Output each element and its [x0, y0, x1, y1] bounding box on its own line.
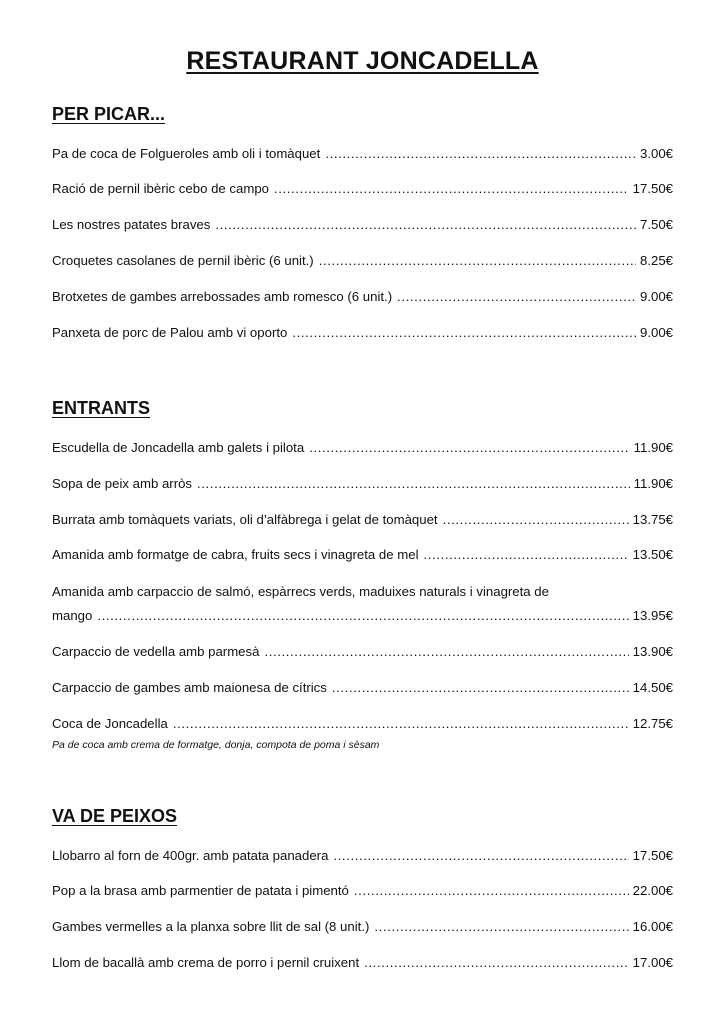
item-name: Burrata amb tomàquets variats, oli d’alfàbrega i gelat de tomàquet [52, 512, 438, 527]
menu-item [52, 325, 673, 340]
item-price: 3.00€ [639, 146, 673, 161]
dot-leader [364, 955, 629, 970]
item-price: 17.50€ [632, 181, 673, 196]
item-price: 16.00€ [632, 919, 673, 934]
item-description: Pa de coca amb crema de formatge, donja, compota de poma i sèsam [52, 739, 380, 751]
dot-leader [333, 848, 628, 863]
menu-item [52, 181, 673, 196]
menu-item [52, 476, 673, 491]
item-name: Ració de pernil ibèric cebo de campo [52, 181, 269, 196]
item-price: 17.50€ [632, 848, 673, 863]
dot-leader [424, 547, 629, 562]
item-name: Escudella de Joncadella amb galets i pilota [52, 440, 305, 455]
item-name: Croquetes casolanes de pernil ibèric (6 unit.) [52, 253, 314, 268]
dot-leader [264, 644, 628, 659]
item-name: Coca de Joncadella [52, 716, 168, 731]
dot-leader [332, 680, 629, 695]
item-name: Brotxetes de gambes arrebossades amb romesco (6 unit.) [52, 289, 393, 304]
page-title: RESTAURANT JONCADELLA [186, 47, 539, 75]
dot-leader [173, 716, 629, 731]
item-name: Carpaccio de vedella amb parmesà [52, 644, 260, 659]
item-price: 13.95€ [632, 608, 673, 623]
item-price: 9.00€ [639, 325, 673, 340]
section-title-entrants: ENTRANTS [52, 398, 150, 418]
section-title-per-picar: PER PICAR... [52, 104, 166, 124]
menu-item [52, 440, 673, 455]
item-price: 8.25€ [639, 253, 673, 268]
item-name: Llobarro al forn de 400gr. amb patata panadera [52, 848, 329, 863]
section-title-va-de-peixos: VA DE PEIXOS [52, 806, 178, 826]
item-name: Gambes vermelles a la planxa sobre llit de sal (8 unit.) [52, 919, 370, 934]
item-price: 22.00€ [632, 883, 673, 898]
dot-leader [274, 181, 629, 196]
menu-item [52, 608, 673, 623]
dot-leader [197, 476, 630, 491]
item-price: 11.90€ [633, 476, 673, 491]
item-price: 13.75€ [632, 512, 673, 527]
menu-item [52, 217, 673, 232]
menu-item [52, 883, 673, 898]
menu-item [52, 644, 673, 659]
item-name: Panxeta de porc de Palou amb vi oporto [52, 325, 288, 340]
menu-item [52, 547, 673, 562]
item-name: Amanida amb formatge de cabra, fruits secs i vinagreta de mel [52, 547, 419, 562]
dot-leader [325, 146, 636, 161]
dot-leader [354, 883, 629, 898]
item-price: 13.50€ [632, 547, 673, 562]
dot-leader [443, 512, 629, 527]
dot-leader [319, 253, 636, 268]
item-name: mango [52, 608, 93, 623]
item-name-line1: Amanida amb carpaccio de salmó, espàrrecs verds, maduixes naturals i vinagreta de [52, 584, 549, 599]
item-price: 14.50€ [632, 680, 673, 695]
item-price: 7.50€ [639, 217, 673, 232]
dot-leader [97, 608, 628, 623]
dot-leader [374, 919, 628, 934]
item-name: Pa de coca de Folgueroles amb oli i tomàquet [52, 146, 321, 161]
item-price: 13.90€ [632, 644, 673, 659]
item-price: 17.00€ [632, 955, 673, 970]
item-name: Llom de bacallà amb crema de porro i pernil cruixent [52, 955, 360, 970]
item-price: 11.90€ [633, 440, 673, 455]
menu-item [52, 512, 673, 527]
menu-item [52, 680, 673, 695]
menu-item [52, 146, 673, 161]
item-name: Pop a la brasa amb parmentier de patata i pimentó [52, 883, 349, 898]
dot-leader [397, 289, 636, 304]
item-name: Carpaccio de gambes amb maionesa de cítrics [52, 680, 327, 695]
dot-leader [215, 217, 636, 232]
item-name: Sopa de peix amb arròs [52, 476, 193, 491]
menu-item [52, 955, 673, 970]
menu-item [52, 848, 673, 863]
menu-item [52, 289, 673, 304]
item-price: 12.75€ [632, 716, 673, 731]
menu-item [52, 253, 673, 268]
menu-item [52, 919, 673, 934]
item-price: 9.00€ [639, 289, 673, 304]
dot-leader [309, 440, 629, 455]
menu-item [52, 716, 673, 731]
item-name: Les nostres patates braves [52, 217, 211, 232]
dot-leader [292, 325, 636, 340]
